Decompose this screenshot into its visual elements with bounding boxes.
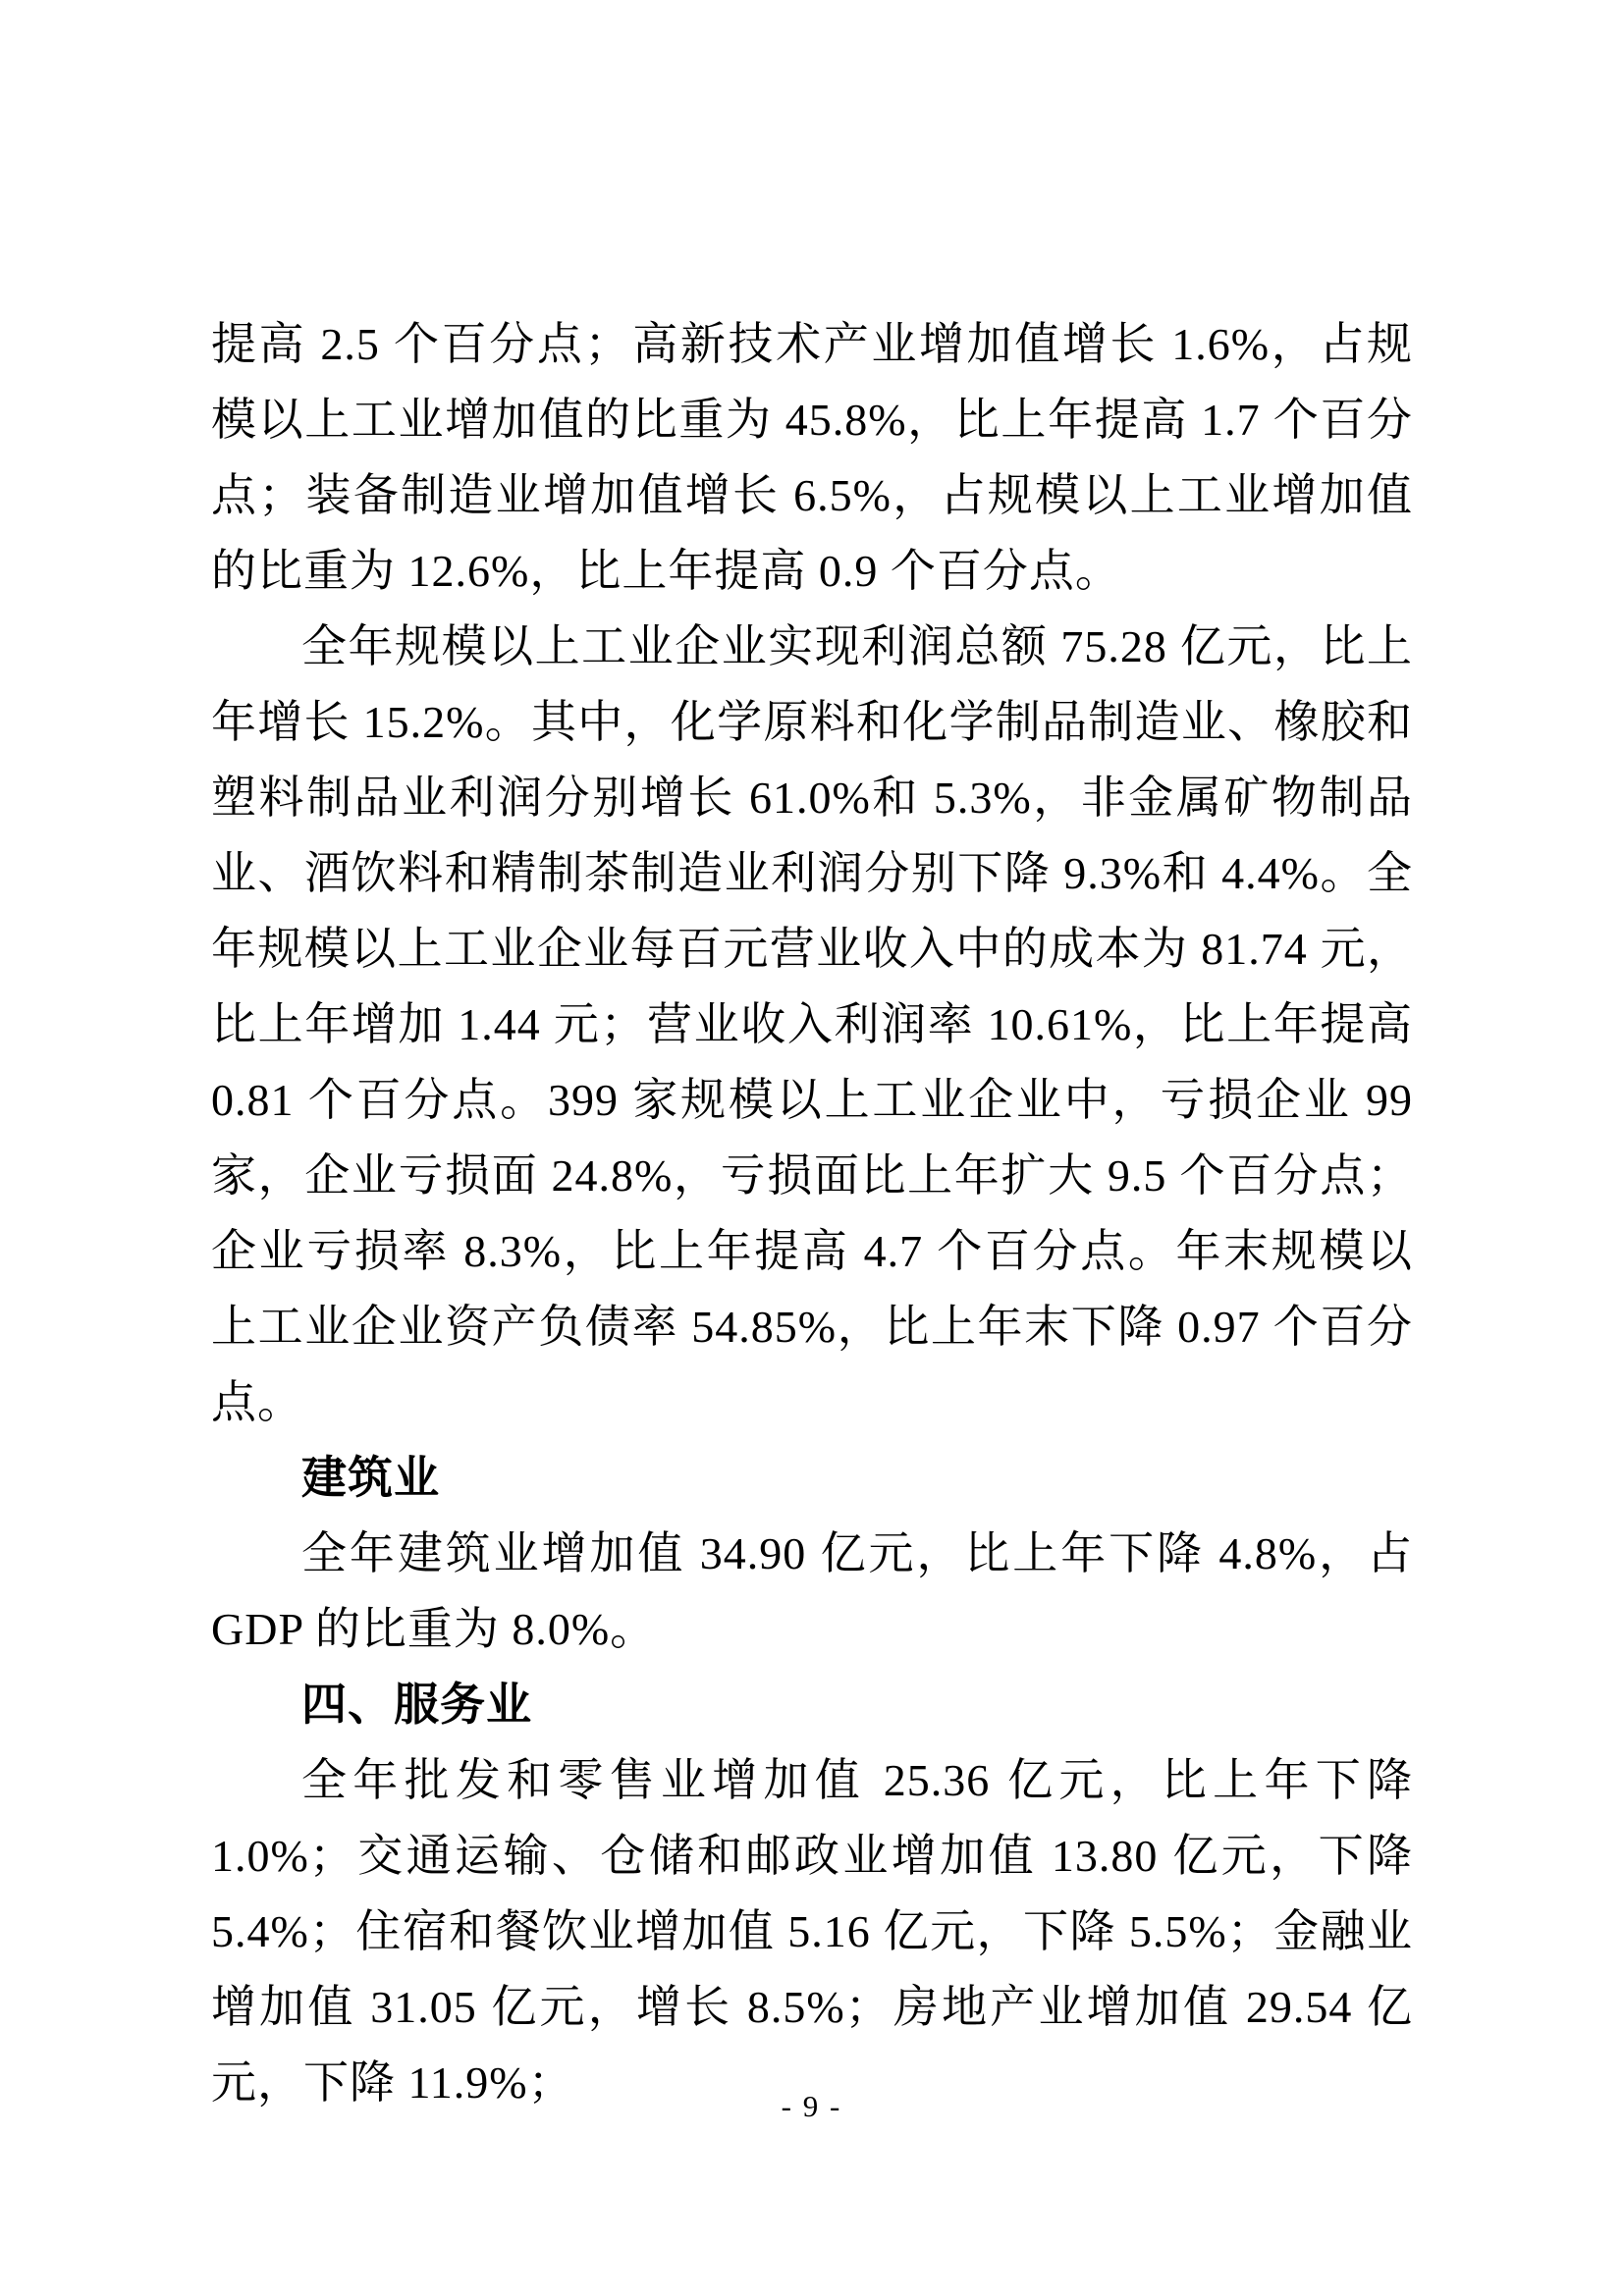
heading-service-industry: 四、服务业	[301, 1679, 532, 1730]
paragraph-service-values: 全年批发和零售业增加值 25.36 亿元，比上年下降 1.0%；交通运输、仓储和邮政业增加值 13.80 亿元，下降 5.4%；住宿和餐饮业增加值 5.16 亿元，下降 5.5%；金融业增加值 31.05 亿元，增长 8.5%；房地产业增加值 29.54 亿元，下降 11.9%；	[211, 1755, 1413, 2108]
paragraph-construction-value: 全年建筑业增加值 34.90 亿元，比上年下降 4.8%，占 GDP 的比重为 8.0%。	[211, 1528, 1413, 1654]
heading-construction-industry: 建筑业	[301, 1453, 440, 1503]
text-block	[211, 306, 1413, 2120]
paragraph-industry-continued: 提高 2.5 个百分点；高新技术产业增加值增长 1.6%，占规模以上工业增加值的比重为 45.8%，比上年提高 1.7 个百分点；装备制造业增加值增长 6.5%，占规模以上工业增加值的比重为 12.6%，比上年提高 0.9 个百分点。	[211, 319, 1413, 596]
paragraph-industrial-profits: 全年规模以上工业企业实现利润总额 75.28 亿元，比上年增长 15.2%。其中，化学原料和化学制品制造业、橡胶和塑料制品业利润分别增长 61.0%和 5.3%，非金属矿物制品业、酒饮料和精制茶制造业利润分别下降 9.3%和 4.4%。全年规模以上工业企业每百元营业收入中的成本为 81.74 元，比上年增加 1.44 元；营业收入利润率 10.61%，比上年提高 0.81 个百分点。399 家规模以上工业企业中，亏损企业 99 家，企业亏损面 24.8%，亏损面比上年扩大 9.5 个百分点；企业亏损率 8.3%，比上年提高 4.7 个百分点。年末规模以上工业企业资产负债率 54.85%，比上年末下降 0.97 个百分点。	[211, 621, 1413, 1427]
page-number: - 9 -	[781, 2089, 842, 2123]
